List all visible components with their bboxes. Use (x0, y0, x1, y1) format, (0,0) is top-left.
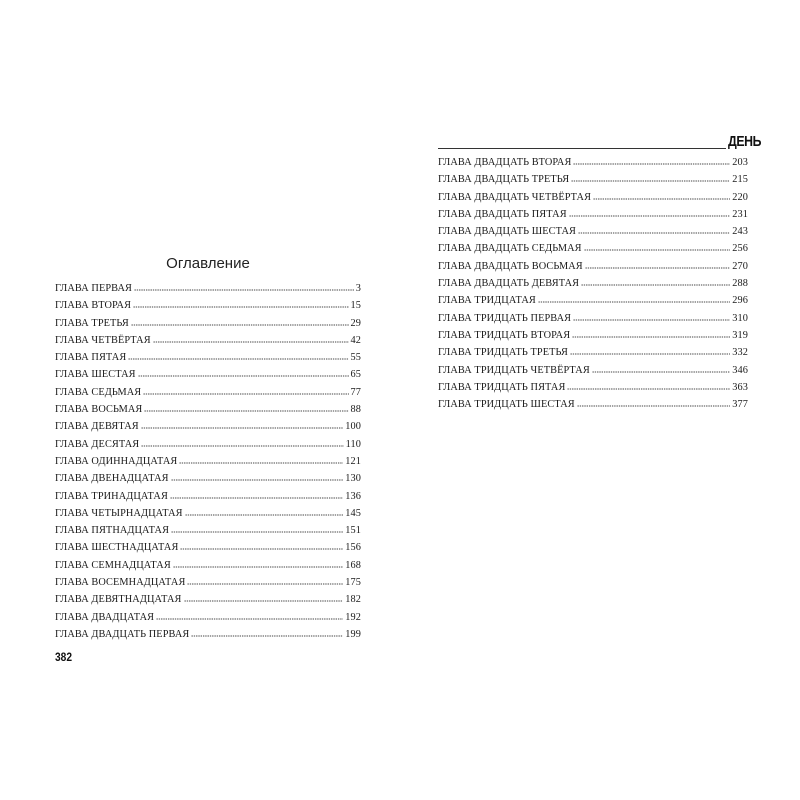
toc-entry-page: 3 (355, 283, 361, 294)
toc-entry-leader (153, 335, 349, 343)
toc-entry (55, 404, 361, 421)
toc-entry-chapter: ГЛАВА ДВЕНАДЦАТАЯ (55, 473, 169, 485)
toc-entry-page: 121 (345, 455, 361, 467)
toc-entry-chapter: ГЛАВА ПЯТНАДЦАТАЯ (55, 525, 170, 537)
toc-entry-page: 29 (350, 317, 361, 329)
toc-entry-chapter: ГЛАВА ТРИДЦАТЬ ВТОРАЯ (438, 329, 571, 341)
toc-entry (55, 300, 361, 317)
toc-entry (438, 382, 748, 399)
toc-entry-chapter: ГЛАВА ПЕРВАЯ (55, 283, 133, 294)
toc-entry-page: 182 (345, 594, 361, 606)
toc-entry-page: 203 (732, 157, 748, 168)
toc-entry (55, 560, 361, 577)
toc-entry-chapter: ГЛАВА ОДИННАДЦАТАЯ (55, 455, 178, 467)
toc-entry-leader (133, 300, 348, 308)
toc-entry-page: 136 (345, 490, 361, 502)
toc-entry (438, 365, 748, 382)
toc-entry-chapter: ГЛАВА ДВАДЦАТЬ ЧЕТВЁРТАЯ (438, 191, 592, 203)
toc-entry-leader (585, 261, 731, 269)
toc-entry-leader (173, 560, 343, 568)
toc-entry-page: 65 (350, 369, 361, 381)
toc-entry-page: 151 (345, 525, 361, 537)
toc-entry-leader (128, 352, 348, 360)
toc-entry (55, 421, 361, 438)
toc-entry-chapter: ГЛАВА ТРИДЦАТЬ ШЕСТАЯ (438, 399, 575, 411)
toc-entry-chapter: ГЛАВА ДВАДЦАТЬ ДЕВЯТАЯ (438, 278, 580, 290)
toc-entry (55, 352, 361, 369)
toc-entry-page: 168 (345, 559, 361, 571)
toc-entry-leader (570, 347, 730, 355)
toc-list-right (438, 157, 748, 416)
toc-entry-chapter: ГЛАВА ДВАДЦАТЬ СЕДЬМАЯ (438, 243, 582, 255)
toc-entry-chapter: ГЛАВА ДВАДЦАТЬ ТРЕТЬЯ (438, 174, 570, 186)
toc-entry (55, 525, 361, 542)
toc-entry-chapter: ГЛАВА ДВАДЦАТЬ ПЯТАЯ (438, 208, 567, 220)
toc-entry-page: 55 (350, 352, 361, 364)
toc-entry (438, 157, 748, 174)
toc-entry-chapter: ГЛАВА ЧЕТВЁРТАЯ (55, 334, 151, 346)
toc-entry-leader (584, 243, 731, 251)
toc-entry-page: 42 (350, 334, 361, 346)
toc-entry-page: 243 (732, 226, 748, 238)
toc-entry-leader (179, 456, 343, 464)
toc-entry (55, 318, 361, 335)
toc-entry-page: 156 (345, 542, 361, 554)
toc-entry-leader (134, 283, 354, 291)
toc-entry-chapter: ГЛАВА ДВАДЦАТАЯ (55, 611, 155, 623)
toc-entry (438, 347, 748, 364)
toc-entry-leader (171, 473, 344, 481)
toc-entry-leader (141, 421, 344, 429)
toc-entry-leader (573, 157, 730, 165)
toc-entry (438, 192, 748, 209)
toc-entry-page: 175 (345, 577, 361, 589)
toc-entry-chapter: ГЛАВА ТРИДЦАТЬ ПЯТАЯ (438, 381, 566, 393)
toc-entry-chapter: ГЛАВА ВОСЬМАЯ (55, 404, 143, 416)
toc-entry-leader (592, 365, 730, 373)
toc-entry-chapter: ГЛАВА ТРЕТЬЯ (55, 317, 129, 329)
toc-entry-chapter: ГЛАВА СЕМНАДЦАТАЯ (55, 559, 171, 571)
toc-entry-page: 88 (350, 404, 361, 416)
toc-entry (438, 295, 748, 312)
header-rule (438, 148, 726, 149)
toc-entry-leader (593, 192, 730, 200)
toc-entry-leader (180, 542, 343, 550)
toc-entry-page: 130 (345, 473, 361, 485)
toc-entry (55, 577, 361, 594)
toc-entry-chapter: ГЛАВА ДЕВЯТАЯ (55, 421, 139, 433)
toc-entry-leader (538, 295, 730, 303)
toc-entry-leader (187, 577, 343, 585)
toc-entry (438, 399, 748, 416)
toc-entry-leader (144, 404, 348, 412)
toc-entry-page: 319 (732, 329, 748, 341)
toc-entry-chapter: ГЛАВА ТРИДЦАТЬ ТРЕТЬЯ (438, 347, 568, 359)
toc-entry (438, 243, 748, 260)
toc-entry-leader (143, 387, 348, 395)
toc-entry (438, 261, 748, 278)
toc-entry-page: 199 (345, 628, 361, 640)
toc-entry-chapter: ГЛАВА ТРИДЦАТЬ ЧЕТВЁРТАЯ (438, 364, 590, 376)
toc-entry (55, 283, 361, 300)
toc-entry-leader (581, 278, 730, 286)
toc-entry-chapter: ГЛАВА ПЯТАЯ (55, 352, 127, 364)
toc-entry-chapter: ГЛАВА ДВАДЦАТЬ ВТОРАЯ (438, 157, 572, 168)
toc-entry-leader (131, 318, 349, 326)
toc-entry (55, 612, 361, 629)
toc-entry-chapter: ГЛАВА ШЕСТНАДЦАТАЯ (55, 542, 179, 554)
running-head: ДЕНЬ (728, 133, 762, 150)
toc-entry-page: 346 (732, 364, 748, 376)
toc-entry-page: 270 (732, 260, 748, 272)
toc-entry-chapter: ГЛАВА ДВАДЦАТЬ ШЕСТАЯ (438, 226, 576, 238)
toc-entry-page: 296 (732, 295, 748, 307)
toc-entry (55, 369, 361, 386)
toc-entry-leader (138, 369, 349, 377)
toc-list-left (55, 283, 361, 646)
toc-entry (438, 313, 748, 330)
toc-entry-leader (156, 612, 343, 620)
toc-entry-chapter: ГЛАВА ДЕСЯТАЯ (55, 438, 140, 450)
toc-entry (438, 209, 748, 226)
toc-entry-page: 15 (350, 300, 361, 312)
toc-entry (55, 387, 361, 404)
toc-entry-page: 192 (345, 611, 361, 623)
toc-entry-leader (184, 594, 344, 602)
toc-entry-chapter: ГЛАВА ТРИДЦАТЬ ПЕРВАЯ (438, 312, 572, 324)
toc-entry-page: 363 (732, 381, 748, 393)
toc-entry (55, 594, 361, 611)
toc-entry (438, 330, 748, 347)
toc-entry-leader (185, 508, 344, 516)
toc-entry (55, 629, 361, 646)
toc-entry-page: 100 (345, 421, 361, 433)
toc-entry (55, 335, 361, 352)
toc-entry-chapter: ГЛАВА ДВАДЦАТЬ ПЕРВАЯ (55, 628, 190, 640)
toc-entry-chapter: ГЛАВА ВТОРАЯ (55, 300, 132, 312)
toc-entry-page: 310 (732, 312, 748, 324)
toc-entry-chapter: ГЛАВА ЧЕТЫРНАДЦАТАЯ (55, 507, 183, 519)
toc-entry (438, 278, 748, 295)
toc-entry-chapter: ГЛАВА ДВАДЦАТЬ ВОСЬМАЯ (438, 260, 583, 272)
toc-entry-page: 256 (732, 243, 748, 255)
toc-entry-leader (191, 629, 343, 637)
toc-entry-page: 231 (732, 208, 748, 220)
toc-entry (55, 508, 361, 525)
toc-entry-chapter: ГЛАВА СЕДЬМАЯ (55, 386, 142, 398)
toc-entry-leader (170, 491, 343, 499)
toc-entry (438, 226, 748, 243)
toc-entry-leader (569, 209, 731, 217)
toc-entry-leader (577, 399, 730, 407)
toc-entry-page: 220 (732, 191, 748, 203)
toc-entry-leader (171, 525, 343, 533)
toc-entry-leader (572, 330, 730, 338)
toc-entry-page: 332 (732, 347, 748, 359)
toc-entry (55, 456, 361, 473)
toc-entry-page: 215 (732, 174, 748, 186)
toc-entry (55, 542, 361, 559)
toc-entry-leader (571, 174, 730, 182)
toc-entry-page: 110 (345, 438, 361, 450)
toc-entry-leader (573, 313, 730, 321)
toc-entry-chapter: ГЛАВА ШЕСТАЯ (55, 369, 136, 381)
toc-entry-page: 77 (350, 386, 361, 398)
toc-entry-chapter: ГЛАВА ДЕВЯТНАДЦАТАЯ (55, 594, 182, 606)
toc-entry (438, 174, 748, 191)
page-number: 382 (55, 650, 73, 664)
toc-entry-leader (141, 439, 343, 447)
toc-entry-chapter: ГЛАВА ВОСЕМНАДЦАТАЯ (55, 577, 186, 589)
toc-entry-chapter: ГЛАВА ТРИДЦАТАЯ (438, 295, 536, 307)
toc-entry-page: 377 (732, 399, 748, 411)
toc-entry (55, 491, 361, 508)
toc-entry-page: 288 (732, 278, 748, 290)
right-page (400, 0, 800, 800)
toc-entry-page: 145 (345, 507, 361, 519)
toc-entry (55, 439, 361, 456)
toc-title: Оглавление (166, 255, 250, 272)
toc-entry-leader (578, 226, 730, 234)
toc-entry (55, 473, 361, 490)
toc-entry-leader (567, 382, 730, 390)
toc-entry-chapter: ГЛАВА ТРИНАДЦАТАЯ (55, 490, 168, 502)
